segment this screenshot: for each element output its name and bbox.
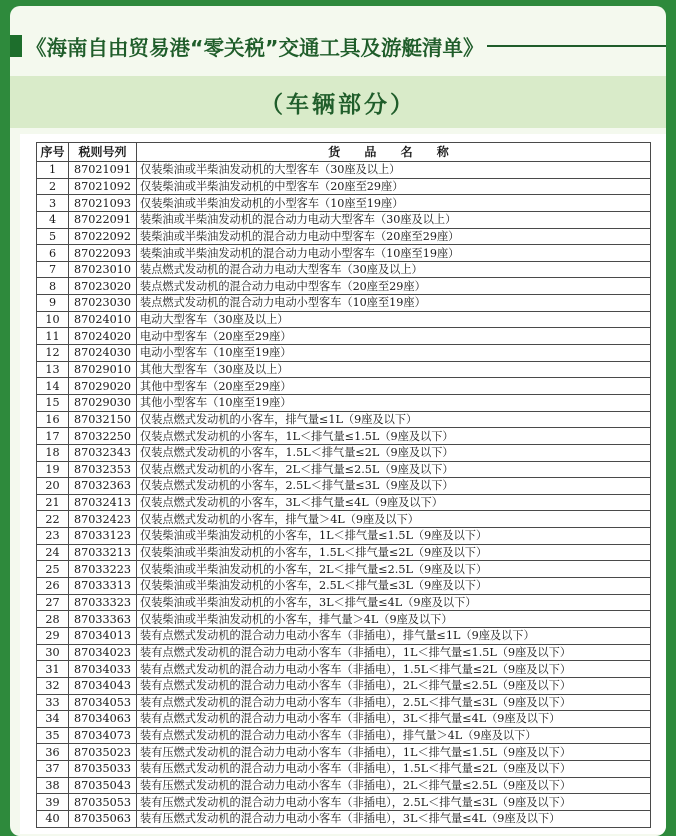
table-row <box>37 345 651 362</box>
goods-name-cell: 仅装柴油或半柴油发动机的小客车，2L＜排气量≤2.5L（9座及以下） <box>137 561 651 578</box>
row-index-cell: 2 <box>37 178 69 195</box>
row-index-cell: 11 <box>37 328 69 345</box>
document-page <box>10 6 666 836</box>
table-row <box>37 295 651 312</box>
tariff-code-cell: 87032423 <box>69 511 137 528</box>
tariff-code-cell: 87035063 <box>69 810 137 827</box>
row-index-cell: 18 <box>37 444 69 461</box>
row-index-cell: 37 <box>37 761 69 778</box>
page-title: 《海南自由贸易港“零关税”交通工具及游艇清单》 <box>26 36 484 60</box>
table-row <box>37 761 651 778</box>
row-index-cell: 35 <box>37 727 69 744</box>
table-row <box>37 211 651 228</box>
tariff-code-cell: 87021092 <box>69 178 137 195</box>
table-row <box>37 794 651 811</box>
title-accent-bar <box>10 35 22 57</box>
table-row <box>37 261 651 278</box>
row-index-cell: 5 <box>37 228 69 245</box>
table-row <box>37 561 651 578</box>
goods-name-cell: 装点燃式发动机的混合动力电动大型客车（30座及以上） <box>137 261 651 278</box>
tariff-code-cell: 87021093 <box>69 195 137 212</box>
goods-name-cell: 装柴油或半柴油发动机的混合动力电动小型客车（10座至19座） <box>137 245 651 262</box>
table-row <box>37 594 651 611</box>
row-index-cell: 23 <box>37 528 69 545</box>
goods-name-cell: 仅装柴油或半柴油发动机的大型客车（30座及以上） <box>137 162 651 179</box>
tariff-code-cell: 87032363 <box>69 478 137 495</box>
goods-name-cell: 电动大型客车（30座及以上） <box>137 311 651 328</box>
tariff-code-cell: 87033223 <box>69 561 137 578</box>
tariff-code-cell: 87032343 <box>69 444 137 461</box>
goods-name-cell: 仅装点燃式发动机的小客车，排气量＞4L（9座及以下） <box>137 511 651 528</box>
row-index-cell: 3 <box>37 195 69 212</box>
table-row <box>37 162 651 179</box>
row-index-cell: 6 <box>37 245 69 262</box>
row-index-cell: 28 <box>37 611 69 628</box>
row-index-cell: 14 <box>37 378 69 395</box>
tariff-code-cell: 87035043 <box>69 777 137 794</box>
goods-name-cell: 仅装柴油或半柴油发动机的小客车，3L＜排气量≤4L（9座及以下） <box>137 594 651 611</box>
table-row <box>37 178 651 195</box>
table-row <box>37 677 651 694</box>
table-row <box>37 195 651 212</box>
goods-name-cell: 仅装点燃式发动机的小客车，2.5L＜排气量≤3L（9座及以下） <box>137 478 651 495</box>
row-index-cell: 12 <box>37 345 69 362</box>
goods-name-cell: 仅装点燃式发动机的小客车，3L＜排气量≤4L（9座及以下） <box>137 494 651 511</box>
row-index-cell: 39 <box>37 794 69 811</box>
goods-name-cell: 装有点燃式发动机的混合动力电动小客车（非插电），1.5L＜排气量≤2L（9座及以下） <box>137 661 651 678</box>
title-rule-line <box>487 45 666 47</box>
row-index-cell: 8 <box>37 278 69 295</box>
table-row <box>37 494 651 511</box>
row-index-cell: 10 <box>37 311 69 328</box>
tariff-code-cell: 87024030 <box>69 345 137 362</box>
goods-name-cell: 仅装点燃式发动机的小客车，2L＜排气量≤2.5L（9座及以下） <box>137 461 651 478</box>
goods-name-cell: 仅装柴油或半柴油发动机的小客车，2.5L＜排气量≤3L（9座及以下） <box>137 578 651 595</box>
table-row <box>37 777 651 794</box>
row-index-cell: 26 <box>37 578 69 595</box>
row-index-cell: 22 <box>37 511 69 528</box>
goods-name-cell: 仅装柴油或半柴油发动机的小客车，排气量＞4L（9座及以下） <box>137 611 651 628</box>
tariff-code-cell: 87033363 <box>69 611 137 628</box>
table-row <box>37 245 651 262</box>
goods-name-cell: 装柴油或半柴油发动机的混合动力电动大型客车（30座及以上） <box>137 211 651 228</box>
table-row <box>37 727 651 744</box>
table-row <box>37 694 651 711</box>
row-index-cell: 36 <box>37 744 69 761</box>
column-header-tariff-code: 税则号列 <box>69 143 137 162</box>
row-index-cell: 40 <box>37 810 69 827</box>
tariff-code-cell: 87029030 <box>69 394 137 411</box>
table-row <box>37 228 651 245</box>
goods-name-cell: 装有压燃式发动机的混合动力电动小客车（非插电），3L＜排气量≤4L（9座及以下） <box>137 810 651 827</box>
goods-name-cell: 装柴油或半柴油发动机的混合动力电动中型客车（20座至29座） <box>137 228 651 245</box>
tariff-code-cell: 87034053 <box>69 694 137 711</box>
row-index-cell: 17 <box>37 428 69 445</box>
table-row <box>37 611 651 628</box>
tariff-code-cell: 87035033 <box>69 761 137 778</box>
table-row <box>37 461 651 478</box>
row-index-cell: 34 <box>37 711 69 728</box>
tariff-code-cell: 87032413 <box>69 494 137 511</box>
table-row <box>37 511 651 528</box>
tariff-code-cell: 87032250 <box>69 428 137 445</box>
tariff-code-cell: 87032353 <box>69 461 137 478</box>
table-row <box>37 378 651 395</box>
goods-name-cell: 仅装柴油或半柴油发动机的小型客车（10座至19座） <box>137 195 651 212</box>
column-header-goods-name: 货 品 名 称 <box>137 143 651 162</box>
tariff-code-cell: 87033123 <box>69 528 137 545</box>
tariff-code-cell: 87029010 <box>69 361 137 378</box>
table-row <box>37 478 651 495</box>
tariff-code-cell: 87022091 <box>69 211 137 228</box>
tariff-code-cell: 87034013 <box>69 627 137 644</box>
table-row <box>37 644 651 661</box>
row-index-cell: 30 <box>37 644 69 661</box>
row-index-cell: 31 <box>37 661 69 678</box>
goods-name-cell: 装有点燃式发动机的混合动力电动小客车（非插电），2.5L＜排气量≤3L（9座及以下） <box>137 694 651 711</box>
goods-name-cell: 装有点燃式发动机的混合动力电动小客车（非插电），排气量＞4L（9座及以下） <box>137 727 651 744</box>
goods-name-cell: 仅装点燃式发动机的小客车，1L＜排气量≤1.5L（9座及以下） <box>137 428 651 445</box>
table-row <box>37 544 651 561</box>
goods-name-cell: 电动小型客车（10座至19座） <box>137 345 651 362</box>
tariff-code-cell: 87035053 <box>69 794 137 811</box>
row-index-cell: 15 <box>37 394 69 411</box>
goods-name-cell: 仅装点燃式发动机的小客车，排气量≤1L（9座及以下） <box>137 411 651 428</box>
row-index-cell: 16 <box>37 411 69 428</box>
goods-name-cell: 装有压燃式发动机的混合动力电动小客车（非插电），2L＜排气量≤2.5L（9座及以下） <box>137 777 651 794</box>
row-index-cell: 19 <box>37 461 69 478</box>
goods-name-cell: 仅装柴油或半柴油发动机的中型客车（20座至29座） <box>137 178 651 195</box>
row-index-cell: 38 <box>37 777 69 794</box>
table-row <box>37 428 651 445</box>
tariff-code-cell: 87033313 <box>69 578 137 595</box>
table-row <box>37 661 651 678</box>
goods-name-cell: 装有压燃式发动机的混合动力电动小客车（非插电），1L＜排气量≤1.5L（9座及以下） <box>137 744 651 761</box>
goods-name-cell: 其他小型客车（10座至19座） <box>137 394 651 411</box>
tariff-code-cell: 87034073 <box>69 727 137 744</box>
tariff-code-cell: 87033213 <box>69 544 137 561</box>
tariff-code-cell: 87034063 <box>69 711 137 728</box>
tariff-list-table <box>36 142 651 828</box>
goods-name-cell: 仅装柴油或半柴油发动机的小客车，1.5L＜排气量≤2L（9座及以下） <box>137 544 651 561</box>
table-row <box>37 411 651 428</box>
table-row <box>37 394 651 411</box>
table-row <box>37 278 651 295</box>
tariff-code-cell: 87024010 <box>69 311 137 328</box>
tariff-code-cell: 87021091 <box>69 162 137 179</box>
table-row <box>37 311 651 328</box>
table-header-row <box>37 143 651 162</box>
tariff-code-cell: 87033323 <box>69 594 137 611</box>
tariff-code-cell: 87022092 <box>69 228 137 245</box>
tariff-code-cell: 87023030 <box>69 295 137 312</box>
table-row <box>37 444 651 461</box>
goods-name-cell: 其他大型客车（30座及以上） <box>137 361 651 378</box>
table-row <box>37 528 651 545</box>
goods-name-cell: 装有压燃式发动机的混合动力电动小客车（非插电），2.5L＜排气量≤3L（9座及以下） <box>137 794 651 811</box>
table-row <box>37 361 651 378</box>
row-index-cell: 13 <box>37 361 69 378</box>
tariff-code-cell: 87032150 <box>69 411 137 428</box>
goods-name-cell: 装有点燃式发动机的混合动力电动小客车（非插电），3L＜排气量≤4L（9座及以下） <box>137 711 651 728</box>
goods-name-cell: 装点燃式发动机的混合动力电动中型客车（20座至29座） <box>137 278 651 295</box>
tariff-code-cell: 87023020 <box>69 278 137 295</box>
goods-name-cell: 装有点燃式发动机的混合动力电动小客车（非插电），2L＜排气量≤2.5L（9座及以下） <box>137 677 651 694</box>
subtitle-band <box>10 76 666 128</box>
tariff-code-cell: 87034033 <box>69 661 137 678</box>
goods-name-cell: 装点燃式发动机的混合动力电动小型客车（10座至19座） <box>137 295 651 312</box>
tariff-code-cell: 87023010 <box>69 261 137 278</box>
row-index-cell: 20 <box>37 478 69 495</box>
row-index-cell: 32 <box>37 677 69 694</box>
row-index-cell: 29 <box>37 627 69 644</box>
table-row <box>37 627 651 644</box>
goods-name-cell: 装有压燃式发动机的混合动力电动小客车（非插电），1.5L＜排气量≤2L（9座及以下） <box>137 761 651 778</box>
tariff-code-cell: 87035023 <box>69 744 137 761</box>
tariff-code-cell: 87034023 <box>69 644 137 661</box>
row-index-cell: 1 <box>37 162 69 179</box>
column-header-index: 序号 <box>37 143 69 162</box>
goods-name-cell: 其他中型客车（20座至29座） <box>137 378 651 395</box>
row-index-cell: 25 <box>37 561 69 578</box>
table-sheet <box>20 134 666 834</box>
goods-name-cell: 装有点燃式发动机的混合动力电动小客车（非插电），排气量≤1L（9座及以下） <box>137 627 651 644</box>
goods-name-cell: 仅装柴油或半柴油发动机的小客车，1L＜排气量≤1.5L（9座及以下） <box>137 528 651 545</box>
row-index-cell: 21 <box>37 494 69 511</box>
tariff-code-cell: 87034043 <box>69 677 137 694</box>
tariff-code-cell: 87022093 <box>69 245 137 262</box>
table-row <box>37 711 651 728</box>
section-subtitle: （车辆部分） <box>260 91 416 118</box>
tariff-code-cell: 87029020 <box>69 378 137 395</box>
row-index-cell: 24 <box>37 544 69 561</box>
tariff-code-cell: 87024020 <box>69 328 137 345</box>
row-index-cell: 4 <box>37 211 69 228</box>
row-index-cell: 7 <box>37 261 69 278</box>
row-index-cell: 27 <box>37 594 69 611</box>
table-row <box>37 328 651 345</box>
row-index-cell: 9 <box>37 295 69 312</box>
row-index-cell: 33 <box>37 694 69 711</box>
goods-name-cell: 装有点燃式发动机的混合动力电动小客车（非插电），1L＜排气量≤1.5L（9座及以下） <box>137 644 651 661</box>
title-band <box>10 28 666 64</box>
goods-name-cell: 仅装点燃式发动机的小客车，1.5L＜排气量≤2L（9座及以下） <box>137 444 651 461</box>
table-row <box>37 744 651 761</box>
goods-name-cell: 电动中型客车（20座至29座） <box>137 328 651 345</box>
table-row <box>37 578 651 595</box>
